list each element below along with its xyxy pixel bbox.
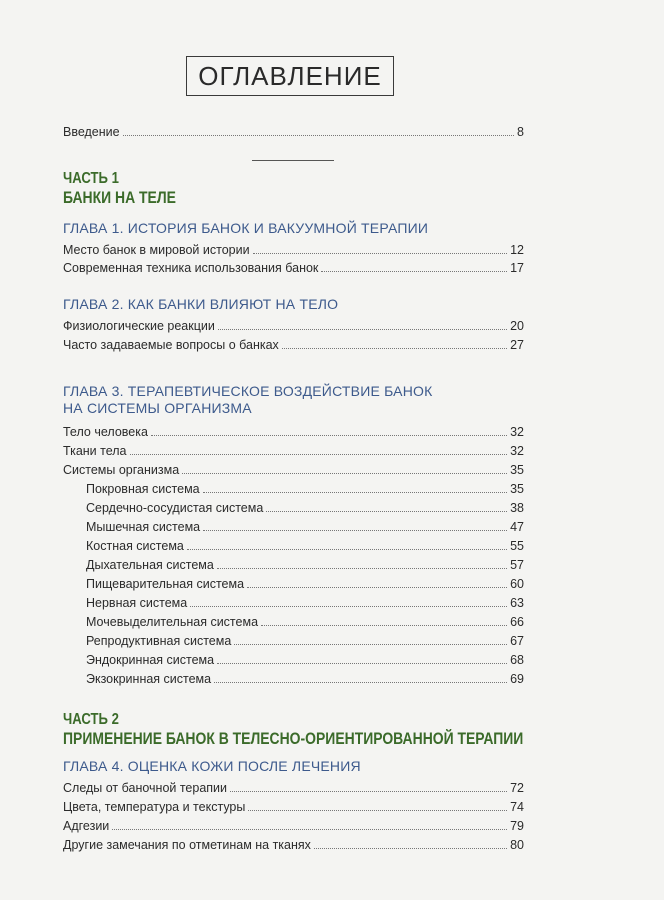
toc-entry[interactable]: [63, 816, 524, 834]
entry-page: 63: [510, 596, 524, 610]
toc-title: ОГЛАВЛЕНИЕ: [198, 60, 382, 91]
toc-entry[interactable]: [63, 460, 524, 478]
dot-leader: [266, 511, 507, 512]
dot-leader: [217, 568, 507, 569]
toc-entry[interactable]: [63, 441, 524, 459]
toc-entry[interactable]: [63, 797, 524, 815]
entry-label: Цвета, температура и текстуры: [63, 800, 246, 814]
entry-page: 12: [510, 243, 524, 257]
toc-entry[interactable]: [63, 240, 524, 258]
entry-label: Часто задаваемые вопросы о банках: [63, 338, 279, 352]
chapter-3-title-line2[interactable]: НА СИСТЕМЫ ОРГАНИЗМА: [63, 400, 252, 416]
chapter-3-title-line1[interactable]: ГЛАВА 3. ТЕРАПЕВТИЧЕСКОЕ ВОЗДЕЙСТВИЕ БАНОК: [63, 383, 433, 399]
toc-subentry[interactable]: [86, 612, 524, 630]
entry-page: 67: [510, 634, 524, 648]
chapter-2-title[interactable]: ГЛАВА 2. КАК БАНКИ ВЛИЯЮТ НА ТЕЛО: [63, 296, 339, 312]
toc-subentry[interactable]: [86, 536, 524, 554]
entry-page: 68: [510, 653, 524, 667]
dot-leader: [314, 848, 507, 849]
entry-label: Покровная система: [86, 482, 200, 496]
entry-page: 32: [510, 425, 524, 439]
toc-subentry[interactable]: [86, 555, 524, 573]
entry-label: Введение: [63, 125, 120, 139]
entry-label: Адгезии: [63, 819, 110, 833]
toc-subentry[interactable]: [86, 669, 524, 687]
entry-page: 72: [510, 781, 524, 795]
toc-entry-intro[interactable]: [63, 122, 524, 140]
entry-page: 35: [510, 463, 524, 477]
entry-label: Мышечная система: [86, 520, 201, 534]
entry-label: Эндокринная система: [86, 653, 215, 667]
entry-label: Костная система: [86, 539, 184, 553]
dot-leader: [112, 829, 507, 830]
toc-entry[interactable]: [63, 835, 524, 853]
toc-subentry[interactable]: [86, 517, 524, 535]
part-1-title: БАНКИ НА ТЕЛЕ: [63, 188, 176, 207]
toc-title-box: [186, 56, 394, 96]
part-2-title: ПРИМЕНЕНИЕ БАНОК В ТЕЛЕСНО-ОРИЕНТИРОВАННОЙ ТЕРАПИИ: [63, 729, 524, 748]
entry-label: Тело человека: [63, 425, 148, 439]
toc-entry[interactable]: [63, 316, 524, 334]
entry-label: Другие замечания по отметинам на тканях: [63, 838, 311, 852]
entry-label: Место банок в мировой истории: [63, 243, 250, 257]
dot-leader: [182, 473, 507, 474]
dot-leader: [203, 492, 507, 493]
section-divider: [252, 160, 334, 161]
entry-label: Следы от баночной терапии: [63, 781, 228, 795]
entry-page: 66: [510, 615, 524, 629]
entry-page: 74: [510, 800, 524, 814]
dot-leader: [151, 435, 507, 436]
toc-subentry[interactable]: [86, 479, 524, 497]
entry-label: Мочевыделительная система: [86, 615, 259, 629]
entry-label: Системы организма: [63, 463, 180, 477]
entry-page: 17: [510, 261, 524, 275]
entry-label: Экзокринная система: [86, 672, 212, 686]
toc-subentry[interactable]: [86, 631, 524, 649]
toc-subentry[interactable]: [86, 574, 524, 592]
entry-page: 20: [510, 319, 524, 333]
dot-leader: [130, 454, 508, 455]
dot-leader: [234, 644, 507, 645]
entry-page: 27: [510, 338, 524, 352]
dot-leader: [217, 663, 507, 664]
dot-leader: [218, 329, 507, 330]
dot-leader: [321, 271, 507, 272]
entry-page: 55: [510, 539, 524, 553]
entry-label: Современная техника использования банок: [63, 261, 319, 275]
dot-leader: [203, 530, 507, 531]
entry-label: Сердечно-сосудистая система: [86, 501, 264, 515]
entry-page: 47: [510, 520, 524, 534]
dot-leader: [230, 791, 507, 792]
toc-entry[interactable]: [63, 778, 524, 796]
entry-label: Физиологические реакции: [63, 319, 215, 333]
entry-page: 69: [510, 672, 524, 686]
dot-leader: [187, 549, 507, 550]
entry-page: 32: [510, 444, 524, 458]
dot-leader: [123, 135, 514, 136]
entry-page: 35: [510, 482, 524, 496]
entry-label: Репродуктивная система: [86, 634, 232, 648]
dot-leader: [248, 810, 507, 811]
toc-subentry[interactable]: [86, 650, 524, 668]
toc-subentry[interactable]: [86, 593, 524, 611]
dot-leader: [261, 625, 507, 626]
entry-label: Дыхательная система: [86, 558, 214, 572]
toc-subentry[interactable]: [86, 498, 524, 516]
entry-label: Пищеварительная система: [86, 577, 245, 591]
dot-leader: [190, 606, 507, 607]
entry-page: 80: [510, 838, 524, 852]
chapter-1-title[interactable]: ГЛАВА 1. ИСТОРИЯ БАНОК И ВАКУУМНОЙ ТЕРАПИИ: [63, 220, 429, 236]
dot-leader: [214, 682, 507, 683]
entry-label: Нервная система: [86, 596, 188, 610]
dot-leader: [253, 253, 508, 254]
toc-entry[interactable]: [63, 335, 524, 353]
entry-page: 8: [517, 125, 524, 139]
entry-page: 79: [510, 819, 524, 833]
toc-entry[interactable]: [63, 422, 524, 440]
dot-leader: [247, 587, 507, 588]
entry-page: 60: [510, 577, 524, 591]
part-1-label: ЧАСТЬ 1: [63, 170, 119, 187]
dot-leader: [282, 348, 507, 349]
part-2-label: ЧАСТЬ 2: [63, 711, 119, 728]
entry-label: Ткани тела: [63, 444, 127, 458]
entry-page: 57: [510, 558, 524, 572]
entry-page: 38: [510, 501, 524, 515]
chapter-4-title[interactable]: ГЛАВА 4. ОЦЕНКА КОЖИ ПОСЛЕ ЛЕЧЕНИЯ: [63, 758, 361, 774]
toc-entry[interactable]: [63, 258, 524, 276]
